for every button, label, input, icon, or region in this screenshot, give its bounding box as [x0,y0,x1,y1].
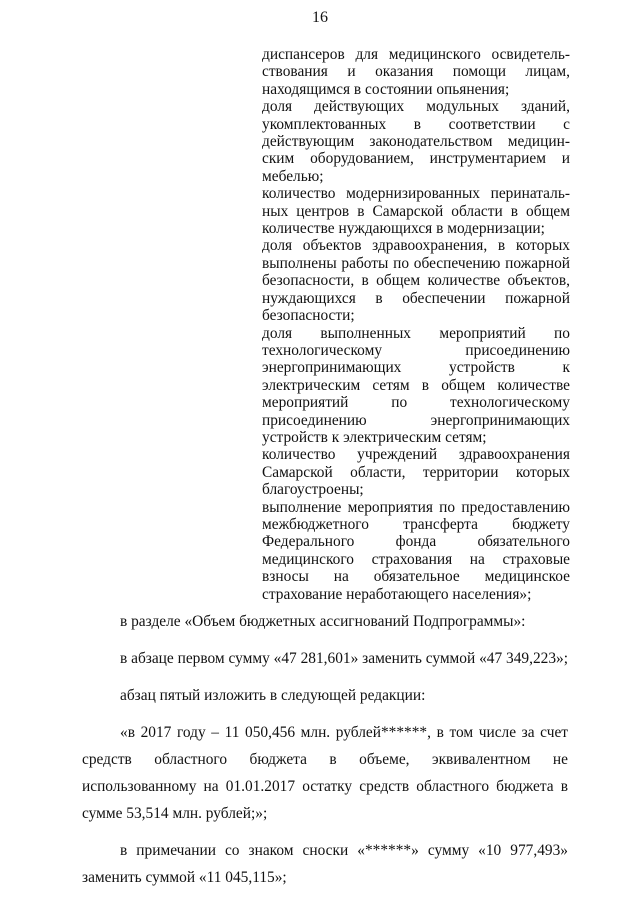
paragraph-instruction: абзац пятый изложить в следующей редакции: [120,687,426,704]
list-item: количество модернизированных перинатальных центров в Самарской области в общем количестве нуждающихся в модернизации; [262,185,570,238]
list-item: доля объектов здравоохранения, в которых выполнены работы по обеспечению пожарной безопасности, в общем количестве объектов, нуждающихся в обеспечении пожарной безопасности; [262,237,570,325]
list-item: диспансеров для медицинского освидетельствования и оказания помощи лицам, находящимся в состоянии опьянения; [262,46,570,98]
footnote-replacement: в примечании со знаком сноски «******» сумму «10 977,493» заменить суммой «11 045,115»; [82,842,568,886]
new-paragraph-text: «в 2017 году – 11 050,456 млн. рублей******, в том числе за счет средств областного бюджета в объеме, эквивалентном не использованному на 01.01.2017 остатку средств областного бюджета в сумме 53,514 млн. рублей;»; [82,724,568,822]
section-reference: в разделе «Объем бюджетных ассигнований Подпрограммы»: [120,613,526,630]
amendment-text [82,608,568,901]
list-item: доля действующих модульных зданий, укомплектованных в соответствии с действующим законодательством медицинским оборудованием, инструментарием и мебелью; [262,98,570,185]
list-item: выполнение мероприятия по предоставлению межбюджетного трансферта бюджету Федерального фонда обязательного медицинского страхования на страховые взносы на обязательное медицинское страхование неработающего населения»; [262,498,570,603]
list-item: количество учреждений здравоохранения Самарской области, территории которых благоустроены; [262,446,570,499]
page-number: 16 [312,9,328,26]
indicator-list [262,46,570,603]
list-item: доля выполненных мероприятий по технологическому присоединению энергопринимающих устройств к электрическим сетям в общем количестве мероприятий по технологическому присоединению энергопринимающих устройств к электрическим сетям; [262,324,570,446]
amount-replacement: в абзаце первом сумму «47 281,601» заменить суммой «47 349,223»; [120,650,569,667]
